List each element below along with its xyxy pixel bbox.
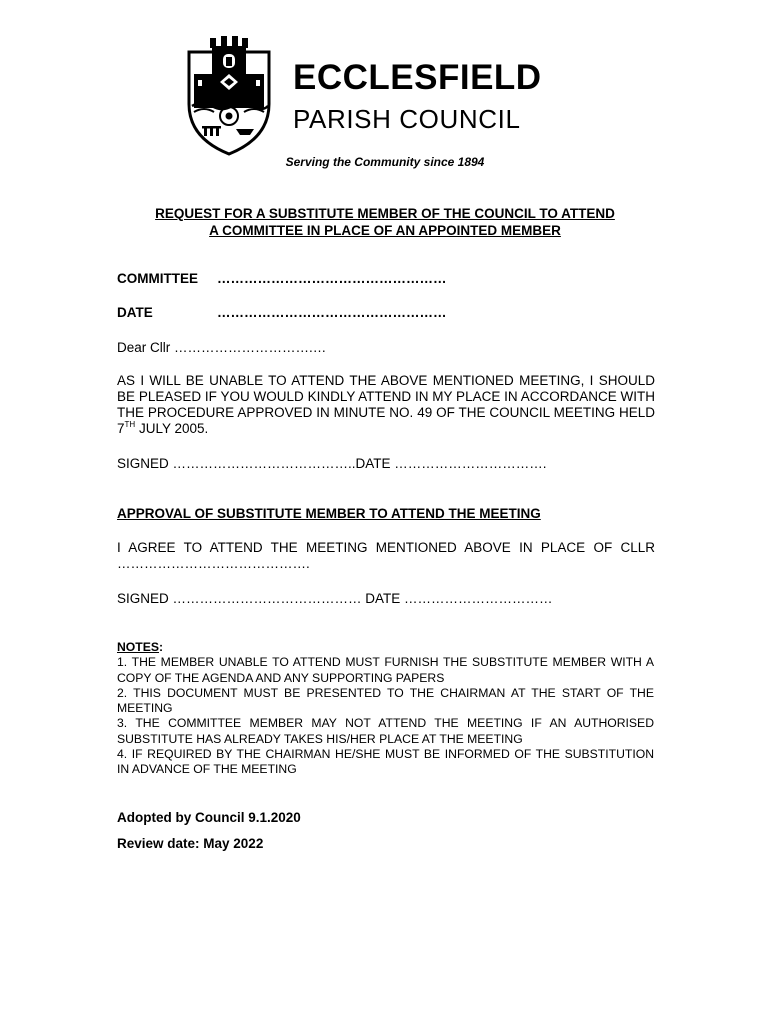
- committee-field: [117, 271, 447, 286]
- signed-line-requester: SIGNED …………………………………..DATE …………………………….: [117, 456, 547, 471]
- document-title: [115, 205, 655, 239]
- request-paragraph: [117, 373, 655, 437]
- date-field: [117, 305, 447, 320]
- title-line-2: A COMMITTEE IN PLACE OF AN APPOINTED MEMBER: [209, 223, 561, 238]
- parish-crest-icon: [186, 34, 272, 156]
- org-name-line2: PARISH COUNCIL: [293, 104, 521, 134]
- notes-section: [117, 640, 654, 778]
- salutation: Dear Cllr ………………………….…: [117, 340, 327, 355]
- committee-dots: ……………………………………………: [217, 271, 447, 286]
- approval-paragraph: I AGREE TO ATTEND THE MEETING MENTIONED ABOVE IN PLACE OF CLLR …………………………………….: [117, 540, 655, 571]
- request-text: AS I WILL BE UNABLE TO ATTEND THE ABOVE MENTIONED MEETING, I SHOULD BE PLEASED IF YOU WOULD KINDLY ATTEND IN MY PLACE IN ACCORDANCE WITH THE PROCEDURE APPROVED IN MINUTE NO. 49 OF THE COUNCIL MEETING HELD 7: [117, 373, 655, 436]
- date-dots: ……………………………………………: [217, 305, 447, 320]
- notes-heading-text: NOTES: [117, 640, 159, 654]
- date-label: DATE: [117, 305, 153, 320]
- signed-line-substitute: SIGNED …………………………………… DATE ……………………………: [117, 591, 553, 606]
- note-item: 1. THE MEMBER UNABLE TO ATTEND MUST FURNISH THE SUBSTITUTE MEMBER WITH A COPY OF THE AGENDA AND ANY SUPPORTING PAPERS: [117, 655, 654, 685]
- request-text-superscript: TH: [124, 420, 136, 429]
- notes-heading-colon: :: [158, 640, 164, 654]
- note-item: 2. THIS DOCUMENT MUST BE PRESENTED TO THE CHAIRMAN AT THE START OF THE MEETING: [117, 685, 654, 716]
- approval-heading: APPROVAL OF SUBSTITUTE MEMBER TO ATTEND THE MEETING: [117, 506, 541, 521]
- adopted-date: Adopted by Council 9.1.2020: [117, 810, 301, 825]
- request-text-end: JULY 2005.: [135, 421, 209, 436]
- notes-heading: [117, 640, 654, 655]
- title-line-1: REQUEST FOR A SUBSTITUTE MEMBER OF THE COUNCIL TO ATTEND: [155, 206, 615, 221]
- committee-label: COMMITTEE: [117, 271, 198, 286]
- note-item: 3. THE COMMITTEE MEMBER MAY NOT ATTEND THE MEETING IF AN AUTHORISED SUBSTITUTE HAS ALREADY TAKES HIS/HER PLACE AT THE MEETING: [117, 716, 654, 746]
- org-name-line1: ECCLESFIELD: [293, 58, 542, 97]
- tagline: Serving the Community since 1894: [285, 155, 485, 169]
- note-item: 4. IF REQUIRED BY THE CHAIRMAN HE/SHE MUST BE INFORMED OF THE SUBSTITUTION IN ADVANCE OF THE MEETING: [117, 747, 654, 777]
- review-date: Review date: May 2022: [117, 836, 264, 851]
